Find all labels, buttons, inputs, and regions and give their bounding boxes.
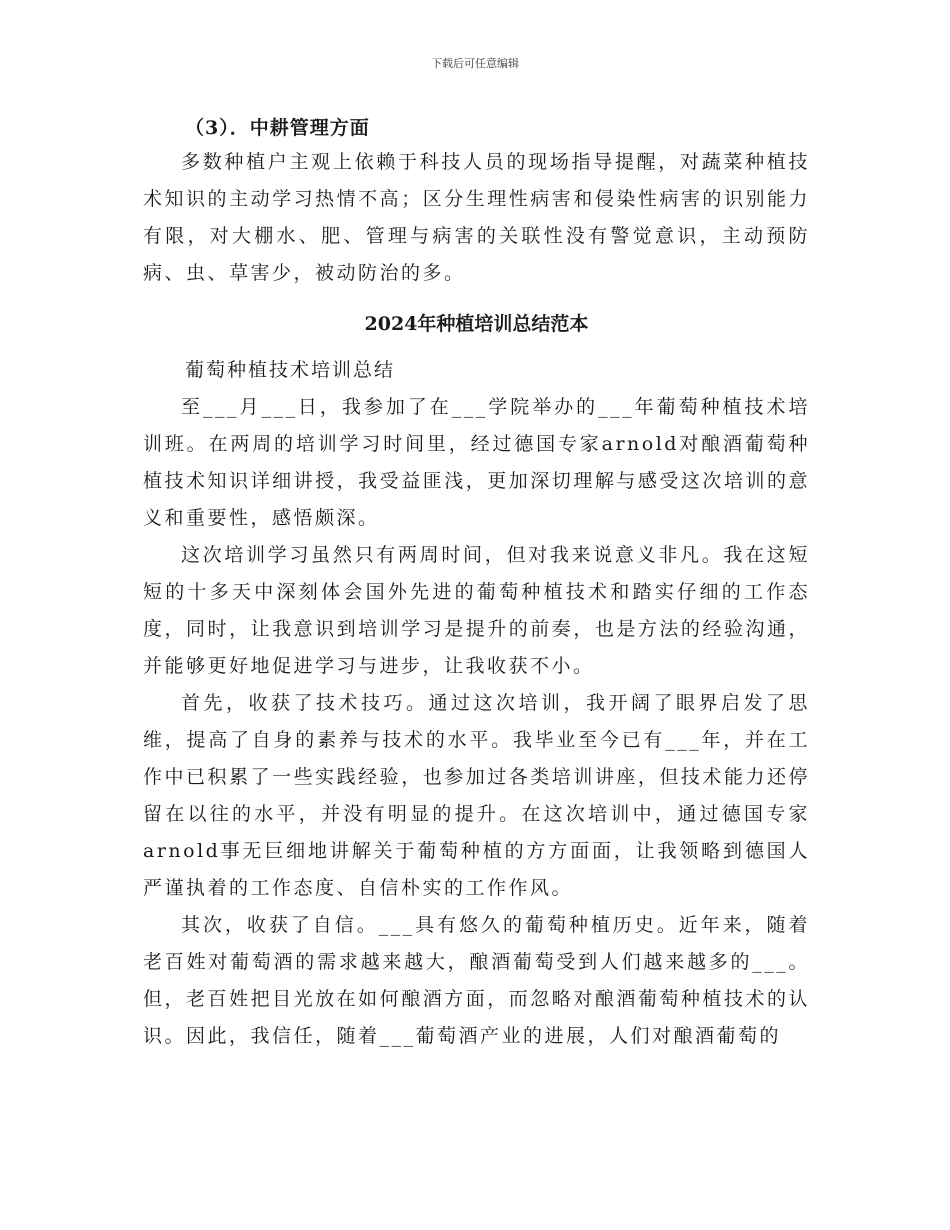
body-paragraph: 其次，收获了自信。___具有悠久的葡萄种植历史。近年来，随着老百姓对葡萄酒的需求越来越大，酿酒葡萄受到人们越来越多的___。但，老百姓把目光放在如何酿酒方面，而忽略对酿酒葡萄种植技术的认识。因此，我信任，随着___葡萄酒产业的进展，人们对酿酒葡萄的 — [143, 914, 810, 1047]
section-paragraph: 多数种植户主观上依赖于科技人员的现场指导提醒，对蔬菜种植技术知识的主动学习热情不高；区分生理性病害和侵染性病害的识别能力有限，对大棚水、肥、管理与病害的关联性没有警觉意识，主动预防病、虫、草害少，被动防治的多。 — [143, 151, 810, 284]
page-header-note: 下载后可任意编辑 — [431, 57, 519, 70]
body-paragraph: 首先，收获了技术技巧。通过这次培训，我开阔了眼界启发了思维，提高了自身的素养与技术的水平。我毕业至今已有___年，并在工作中已积累了一些实践经验，也参加过各类培训讲座，但技术能力还停留在以往的水平，并没有明显的提升。在这次培训中，通过德国专家arnold事无巨细地讲解关于葡萄种植的方方面面，让我领略到德国人严谨执着的工作态度、自信朴实的工作作风。 — [143, 692, 810, 899]
document-title: 2024年种植培训总结范本 — [364, 313, 589, 335]
document-subheading: 葡萄种植技术培训总结 — [185, 359, 396, 381]
section-heading: （3）．中耕管理方面 — [185, 117, 370, 139]
body-paragraph: 至___月___日，我参加了在___学院举办的___年葡萄种植技术培训班。在两周的培训学习时间里，经过德国专家arnold对酿酒葡萄种植技术知识详细讲授，我受益匪浅，更加深切理解与感受这次培训的意义和重要性，感悟颇深。 — [143, 396, 810, 529]
document-body — [143, 112, 810, 1055]
body-paragraph: 这次培训学习虽然只有两周时间，但对我来说意义非凡。我在这短短的十多天中深刻体会国外先进的葡萄种植技术和踏实仔细的工作态度，同时，让我意识到培训学习是提升的前奏，也是方法的经验沟通，并能够更好地促进学习与进步，让我收获不小。 — [143, 544, 810, 677]
